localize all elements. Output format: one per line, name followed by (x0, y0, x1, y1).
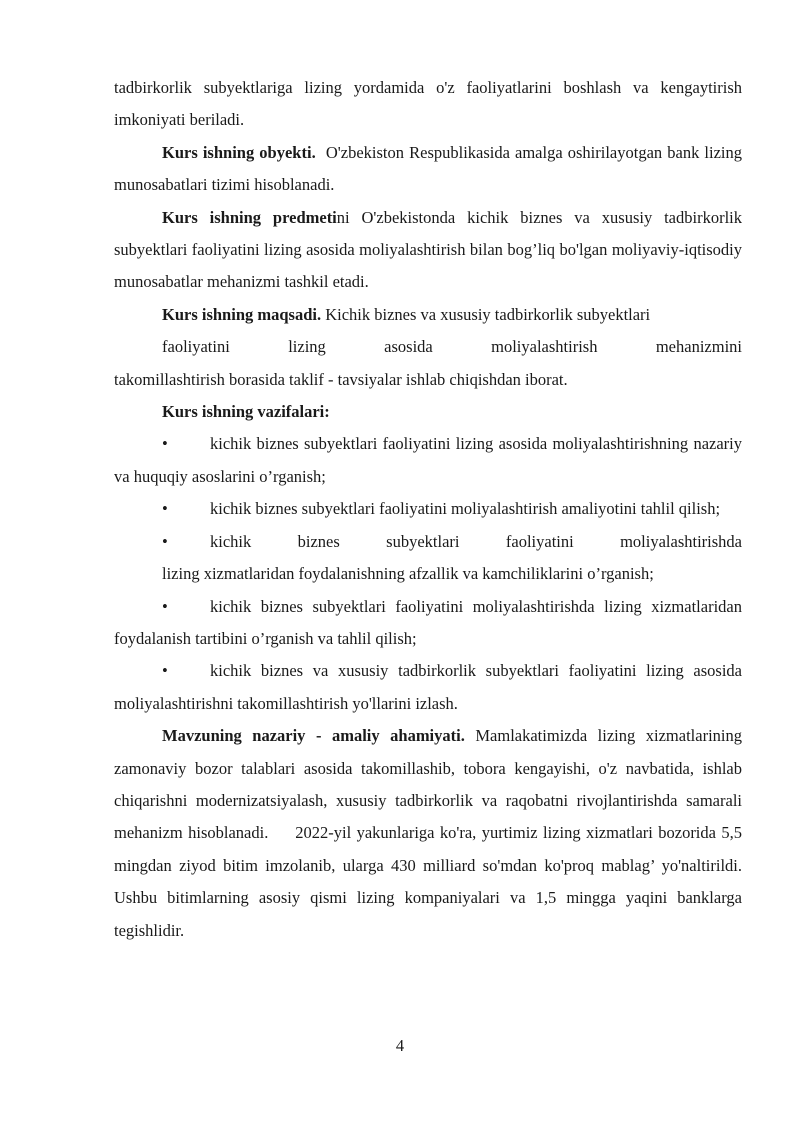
object-text: O'zbekiston Respublikasida amalga oshirilayotgan bank lizing munosabatlari tizimi hisoblanadi. (114, 142, 742, 195)
task-item-text: kichik biznes subyektlari faoliyatini moliyalashtirish amaliyotini tahlil qilish; (210, 499, 721, 519)
intro-paragraph: tadbirkorlik subyektlariga lizing yordamida o'z faoliyatlarini boshlash va kengaytirish imkoniyati beriladi. (114, 78, 742, 130)
task-item-text: kichik biznes subyektlari faoliyatini lizing asosida moliyalashtirishning nazariy va huquqiy asoslarini o’rganish; (114, 434, 742, 486)
bullet-icon: • (162, 596, 168, 616)
significance-label: Mavzuning nazariy - amaliy ahamiyati. (162, 726, 465, 746)
subject-paragraph (114, 202, 742, 299)
task-item-continuation: lizing xizmatlaridan foydalanishning afzallik va kamchiliklarini o’rganish; (162, 564, 654, 584)
tasks-label: Kurs ishning vazifalari: (162, 402, 330, 422)
significance-text: Mamlakatimizda lizing xizmatlarining zamonaviy bozor talablari asosida takomillashib, tobora kengayishi, o'z navbatida, ishlab chiqarishni modernizatsiyalash, xususiy tadbirkorlik va raqobatni rivojlantirishda samarali mehanizm hisoblanadi. 2022-yil yakunlariga ko'ra, yurtimiz lizing xizmatlari bozorida 5,5 mingdan ziyod bitim imzolanib, ularga 430 milliard so'mdan ko'proq mablag’ yo'naltirildi. Ushbu bitimlarning asosiy qismi lizing kompaniyalari va 1,5 mingga yaqini banklarga tegishlidir. (114, 726, 747, 940)
bullet-icon: • (162, 434, 168, 454)
object-paragraph (114, 137, 742, 202)
task-item-text: kichik biznes subyektlari faoliyatini moliyalashtirishda (210, 531, 742, 551)
task-item-text: kichik biznes subyektlari faoliyatini moliyalashtirishda lizing xizmatlaridan foydalanish tartibini o’rganish va tahlil qilish; (114, 596, 742, 648)
task-item (114, 655, 742, 720)
task-item (114, 591, 742, 656)
task-item-text: kichik biznes va xususiy tadbirkorlik subyektlari faoliyatini lizing asosida moliyalashtirishni takomillashtirish yo'llarini izlash. (114, 661, 742, 713)
goal-line-3: takomillashtirish borasida taklif - tavsiyalar ishlab chiqishdan iborat. (114, 369, 568, 389)
subject-label: Kurs ishning predmeti (162, 207, 337, 227)
tasks-heading (114, 396, 742, 428)
subject-text: ni O'zbekistonda kichik biznes va xususiy tadbirkorlik subyektlari faoliyatini lizing asosida moliyalashtirish bilan bog’liq bo'lgan moliyaviy-iqtisodiy munosabatlar mehanizmi tashkil etadi. (114, 207, 742, 292)
task-item (114, 428, 742, 493)
object-label: Kurs ishning obyekti. (162, 142, 316, 162)
goal-text: Kichik biznes va xususiy tadbirkorlik subyektlari (325, 304, 651, 324)
bullet-icon: • (162, 531, 168, 551)
document-page (114, 72, 747, 947)
bullet-icon: • (162, 661, 168, 681)
goal-line-2: faoliyatini lizing asosida moliyalashtirish mehanizmini (162, 337, 742, 357)
bullet-icon: • (162, 499, 168, 519)
goal-label: Kurs ishning maqsadi. (162, 304, 322, 324)
goal-paragraph (114, 299, 742, 331)
task-item (114, 526, 742, 558)
page-number: 4 (395, 1036, 405, 1055)
task-item (114, 493, 742, 525)
significance-paragraph (114, 720, 747, 947)
